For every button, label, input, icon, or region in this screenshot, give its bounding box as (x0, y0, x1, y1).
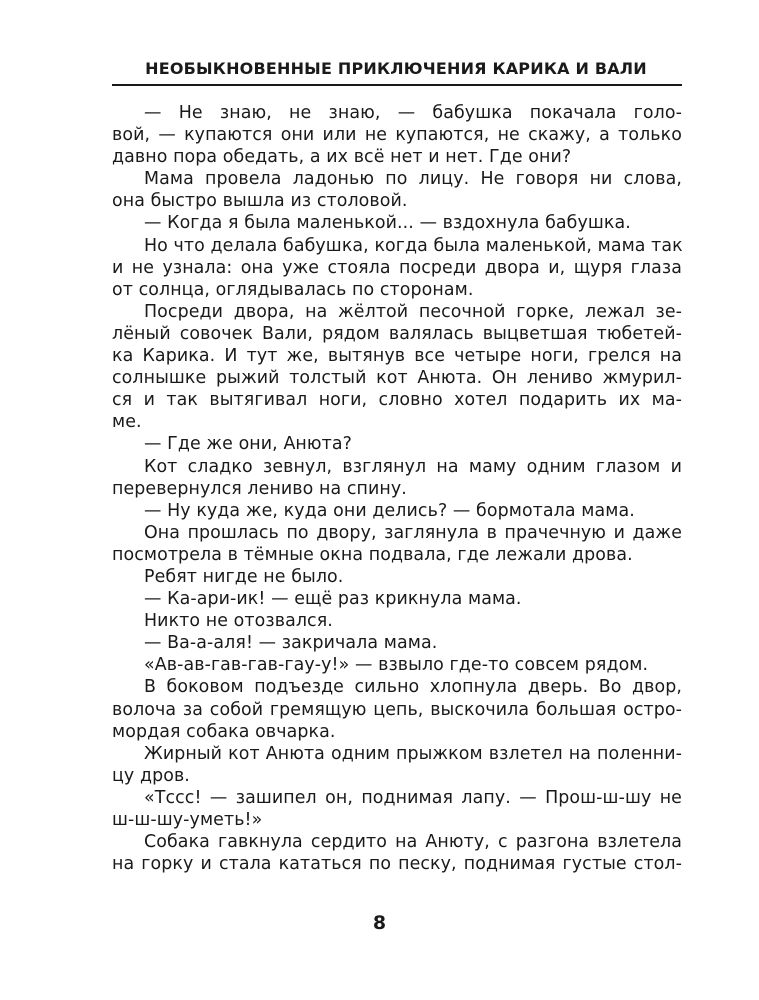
text-line: Она прошлась по двору, заглянула в прачечную и даже (144, 522, 682, 543)
text-line: — Ва-а-аля! — закричала мама. (144, 633, 438, 654)
text-line: — Где же они, Анюта? (144, 434, 352, 455)
text-line: на горку и стала кататься по песку, поднимая густые стол- (112, 854, 682, 875)
text-line: солнышке рыжий толстый кот Анюта. Он лениво жмурил- (112, 368, 682, 389)
running-header: НЕОБЫКНОВЕННЫЕ ПРИКЛЮЧЕНИЯ КАРИКА И ВАЛИ (145, 59, 647, 78)
text-line: перевернулся лениво на спину. (112, 478, 407, 499)
text-line: она быстро вышла из столовой. (112, 191, 408, 212)
text-line: В боковом подъезде сильно хлопнула дверь. Во двор, (144, 677, 682, 698)
text-line: Но что делала бабушка, когда была маленькой, мама так (144, 235, 683, 256)
text-line: — Когда я была маленькой... — вздохнула бабушка. (144, 213, 631, 234)
text-line: от солнца, оглядывалась по сторонам. (112, 279, 474, 300)
text-line: Жирный кот Анюта одним прыжком взлетел на поленни- (144, 743, 682, 764)
text-line: давно пора обедать, а их всё нет и нет. Где они? (112, 147, 572, 168)
text-line: Посреди двора, на жёлтой песочной горке, лежал зе- (144, 301, 682, 322)
text-line: лёный совочек Вали, рядом валялась выцветшая тюбетей- (112, 323, 682, 344)
text-line: мордая собака овчарка. (112, 721, 336, 742)
text-line: ме. (112, 412, 142, 433)
text-line: цу дров. (112, 765, 190, 786)
text-line: Кот сладко зевнул, взглянул на маму одним глазом и (144, 456, 682, 477)
text-line: ся и так вытягивал ноги, словно хотел подарить их ма- (112, 390, 682, 411)
text-line: Мама провела ладонью по лицу. Не говоря ни слова, (144, 169, 682, 190)
text-line: Никто не отозвался. (144, 611, 333, 632)
text-line: волоча за собой гремящую цепь, выскочила большая остро- (112, 699, 682, 720)
text-line: — Не знаю, не знаю, — бабушка покачала голо- (144, 103, 682, 123)
text-line: вой, — купаются они или не купаются, не скажу, а только (112, 125, 682, 146)
text-line: «Тссс! — зашипел он, поднимая лапу. — Прош-ш-шу не (144, 787, 682, 808)
text-line: — Ка-ари-ик! — ещё раз крикнула мама. (144, 589, 522, 610)
page-number: 8 (372, 912, 387, 934)
header-rule (112, 84, 682, 86)
text-line: Ребят нигде не было. (144, 566, 344, 587)
text-line: — Ну куда же, куда они делись? — бормотала мама. (144, 500, 635, 521)
text-line: ка Карика. И тут же, вытянув все четыре ноги, грелся на (112, 346, 682, 367)
body-text (112, 102, 682, 875)
text-line: ш-ш-шу-уметь!» (112, 810, 263, 830)
text-line: Собака гавкнула сердито на Анюту, с разгона взлетела (144, 832, 682, 853)
text-line: и не узнала: она уже стояла посреди двора и, щуря глаза (112, 257, 682, 278)
text-line: посмотрела в тёмные окна подвала, где лежали дрова. (112, 544, 633, 565)
text-line: «Ав-ав-гав-гав-гау-у!» — взвыло где-то совсем рядом. (144, 655, 649, 676)
